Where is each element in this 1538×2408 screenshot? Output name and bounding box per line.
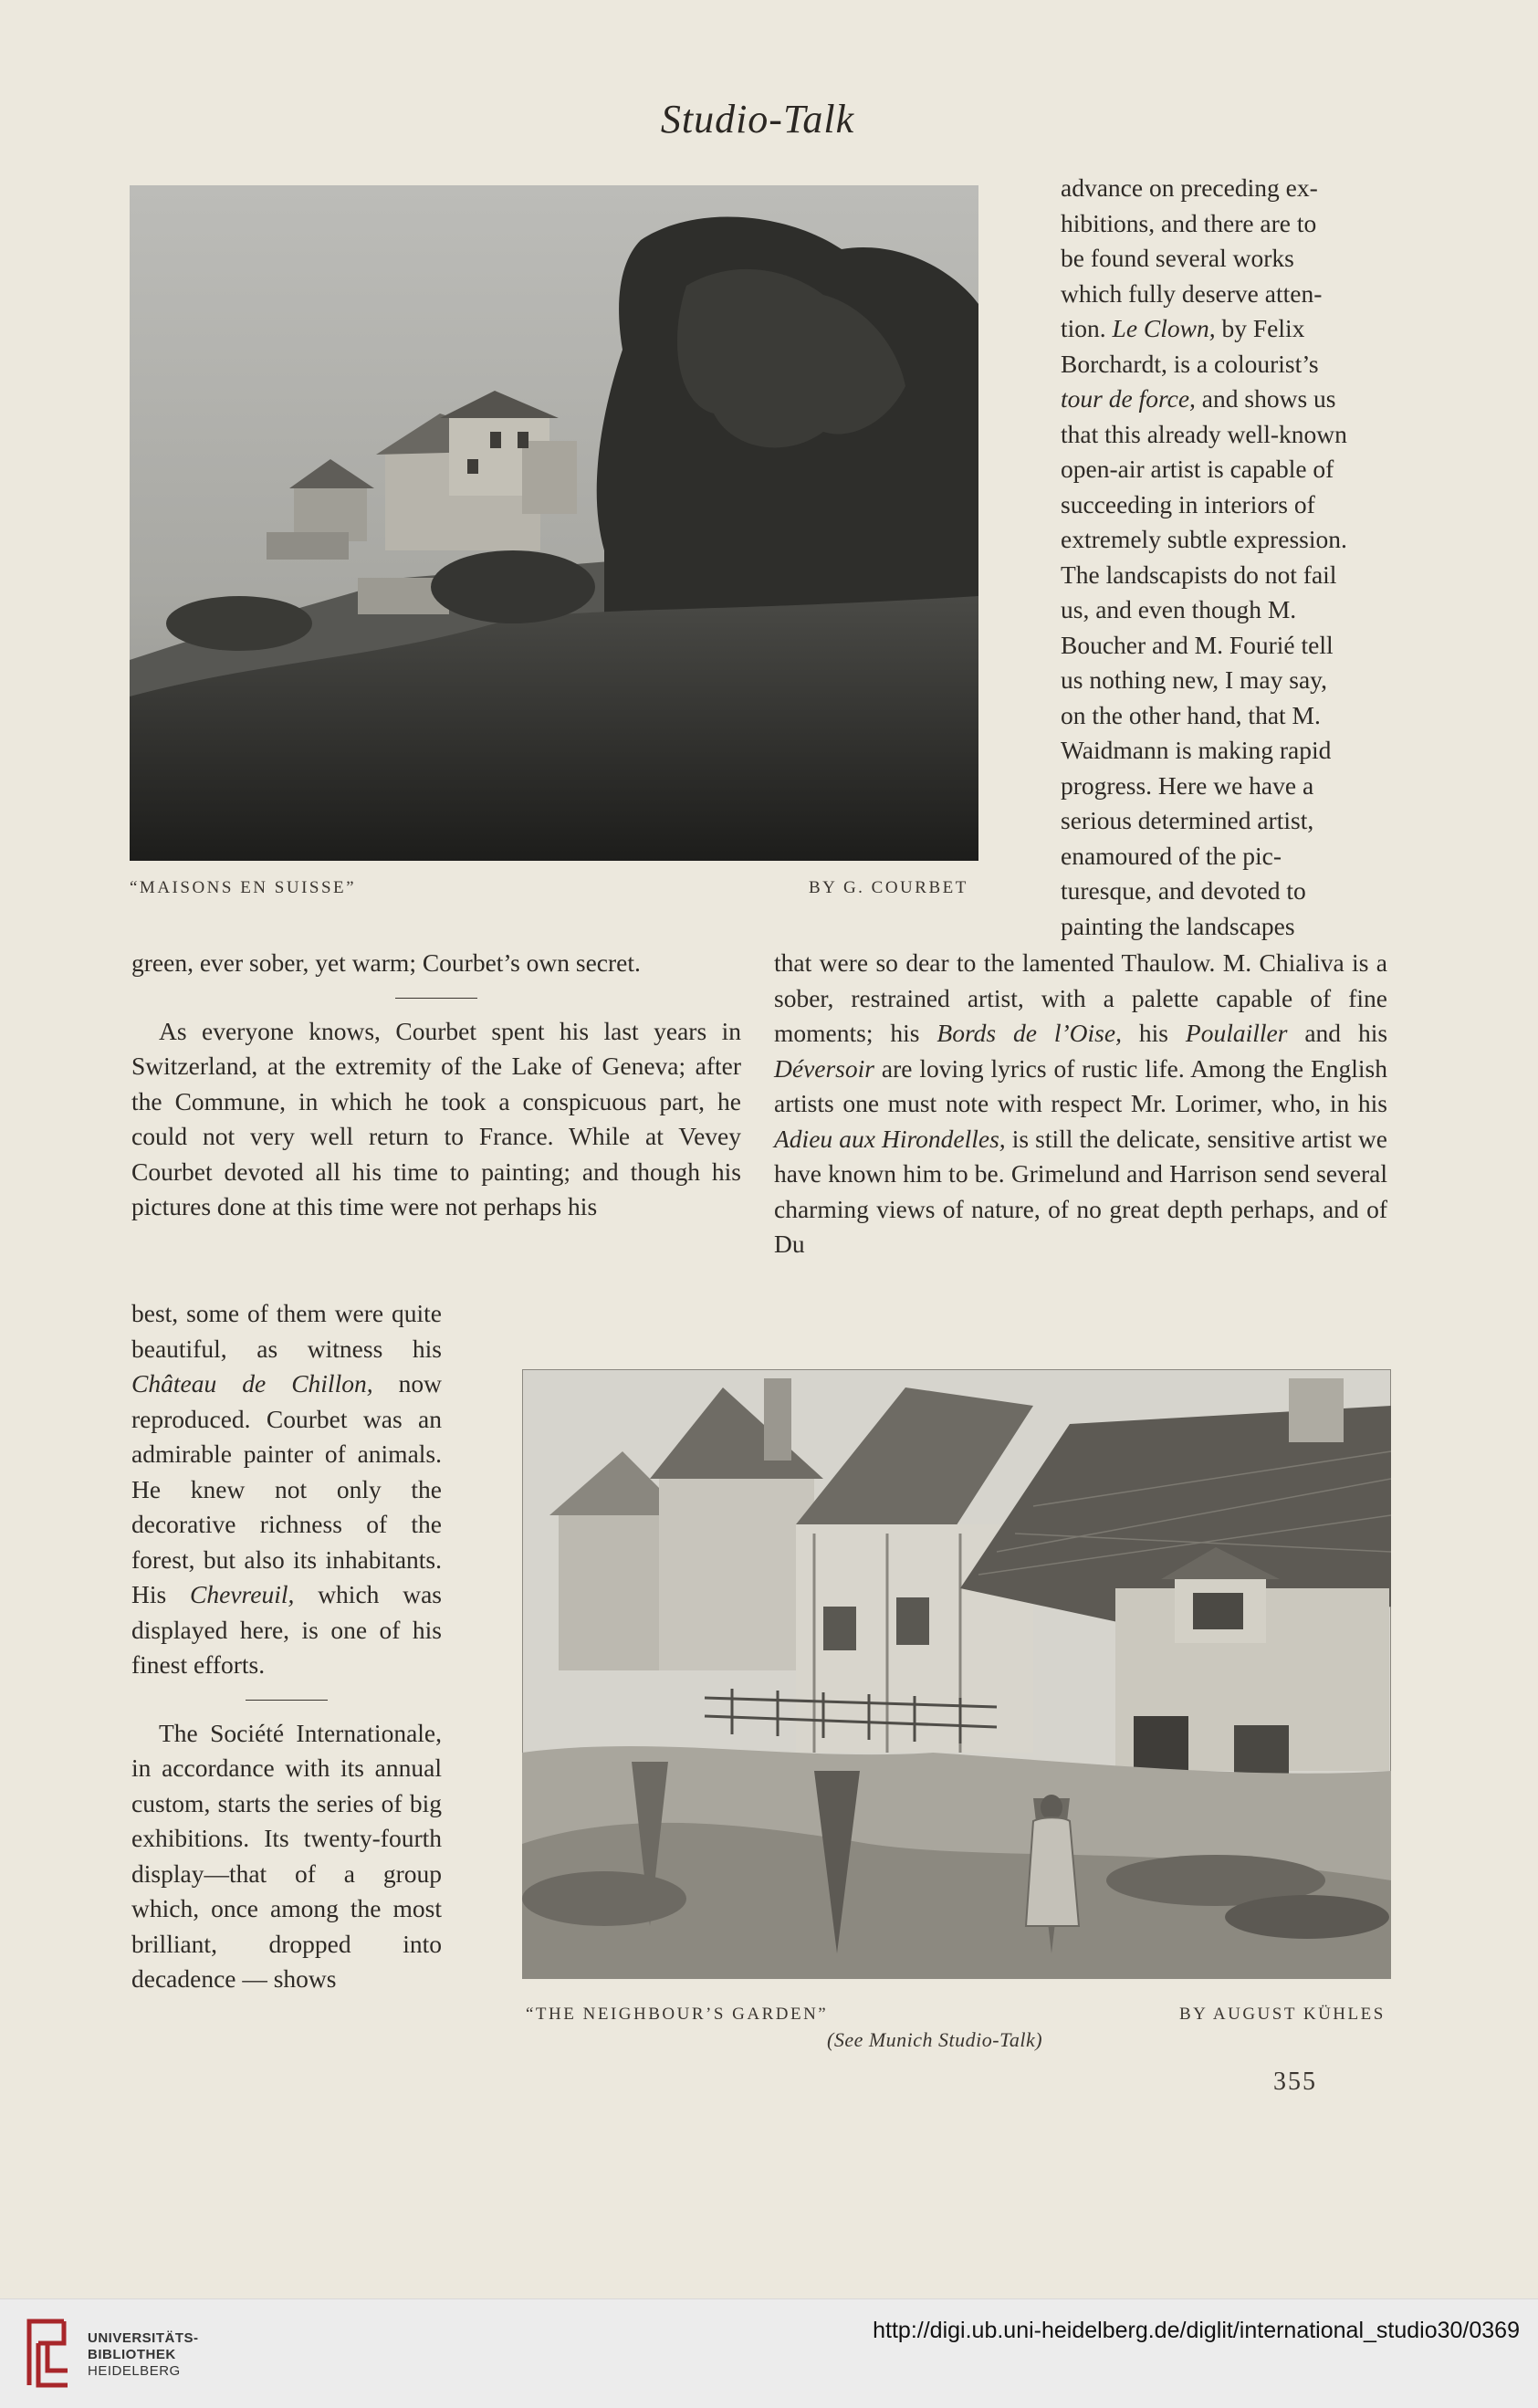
courbet-plate-image [130,185,978,861]
text-line: turesque, and devoted to [1061,876,1306,905]
text-span: his [1138,1019,1168,1047]
italic-title: tour de force, [1061,384,1196,413]
right-column-mid [774,946,1387,1262]
text-line: serious determined artist, [1061,806,1314,834]
library-name [88,2330,199,2380]
library-footer [0,2298,1538,2408]
text-span: are loving lyrics of rustic life. Among the English artists one must note with respect Mr. Lorimer, who, in his [774,1053,1387,1117]
text-line: The landscapists do not fail [1061,560,1337,589]
text-line: us, and even though M. [1061,595,1297,623]
text-line: which fully deserve atten- [1061,278,1323,308]
kuhles-plate-image [522,1369,1391,1979]
text-span: and his [1304,1019,1388,1047]
text-line: succeeding in interiors of [1061,489,1315,518]
text-line: open-air artist is capable of [1061,455,1334,483]
paragraph: green, ever sober, yet warm; Courbet’s own secret. [131,948,641,977]
text-span: which was displayed here, is one of his finest efforts. [131,1580,442,1679]
text-line: on the other hand, that M. [1061,700,1321,729]
kuhles-plate-artist: BY AUGUST KÜHLES [1179,2005,1386,2024]
text-span: now reproduced. Courbet was an admirable painter of animals. He knew not only the decorative richness of the forest, but also its inhabitants. His [131,1369,442,1608]
library-name-line: HEIDELBERG [88,2363,181,2379]
right-column-top [1061,171,1386,944]
text-line: us nothing new, I may say, [1061,665,1328,694]
paragraph: As everyone knows, Courbet spent his last years in Switzerland, at the extremity of the Lake of Geneva; after the Commune, in which he took a conspicuous part, he could not very well return to France. While at Vevey Courbet devoted all his time to painting; and though his pictures done at this time were not perhaps his [131,1016,741,1220]
library-logo-icon [18,2316,75,2391]
text-line: that this already well-known [1061,419,1347,448]
kuhles-plate-title: “THE NEIGHBOUR’S GARDEN” [526,2005,829,2024]
text-line [1061,382,1386,417]
library-name-line: UNIVERSITÄTS- [88,2330,199,2346]
italic-title: Château de Chillon, [131,1369,373,1398]
text-line: Waidmann is making rapid [1061,736,1332,764]
page-number: 355 [1273,2068,1317,2096]
text-line: Boucher and M. Fourié tell [1061,630,1334,659]
paragraph [131,1296,442,1683]
courbet-plate-artist: BY G. COURBET [809,878,968,897]
italic-title: Le Clown, [1112,314,1216,342]
text-span: is still the delicate, sensitive artist we have known him to be. Grimelund and Harrison send several charming views of nature, of no great depth perhaps, and of Du [774,1124,1387,1258]
text-line [1061,311,1386,347]
italic-title: Déversoir [774,1053,874,1083]
text-span: that were so dear to the lamented Thaulow. M. Chialiva is a sober, restrained artist, with a palette capable of fine moments; his [774,948,1387,1047]
left-column-mid [131,946,741,1225]
text-line: advance on preceding ex- [1061,173,1318,202]
text-span: tion. [1061,314,1106,342]
text-span: and shows us [1201,384,1336,413]
text-line: progress. Here we have a [1061,770,1314,800]
text-line: be found several works [1061,244,1294,272]
text-line: enamoured of the pic- [1061,841,1282,870]
text-line: hibitions, and there are to [1061,208,1317,237]
italic-title: Chevreuil, [190,1580,295,1608]
section-divider [246,1700,328,1701]
text-line: extremely subtle expression. [1061,525,1347,553]
text-line: Borchardt, is a colourist’s [1061,349,1319,378]
library-name-line: BIBLIOTHEK [88,2347,176,2362]
running-header: Studio-Talk [660,97,855,141]
courbet-plate-title: “MAISONS EN SUISSE” [130,878,357,897]
left-column-narrow [131,1296,442,1997]
italic-title: Adieu aux Hirondelles, [774,1124,1006,1153]
source-url-link[interactable]: http://digi.ub.uni-heidelberg.de/diglit/international_studio30/0369 [873,2318,1520,2343]
italic-title: Poulailler [1185,1019,1288,1047]
paragraph [774,946,1387,1262]
text-line: painting the landscapes [1061,911,1295,940]
text-span: by Felix [1221,314,1305,342]
kuhles-plate-note: (See Munich Studio-Talk) [827,2028,1043,2051]
italic-title: Bords de l’Oise, [936,1019,1122,1047]
paragraph: The Société Internationale, in accordance with its annual custom, starts the series of big exhibitions. Its twenty-fourth display—that of a group which, once among the most brilliant, dropped into decadence — shows [131,1718,442,1993]
text-span: best, some of them were quite beautiful, as witness his [131,1299,442,1363]
section-divider [395,998,477,999]
